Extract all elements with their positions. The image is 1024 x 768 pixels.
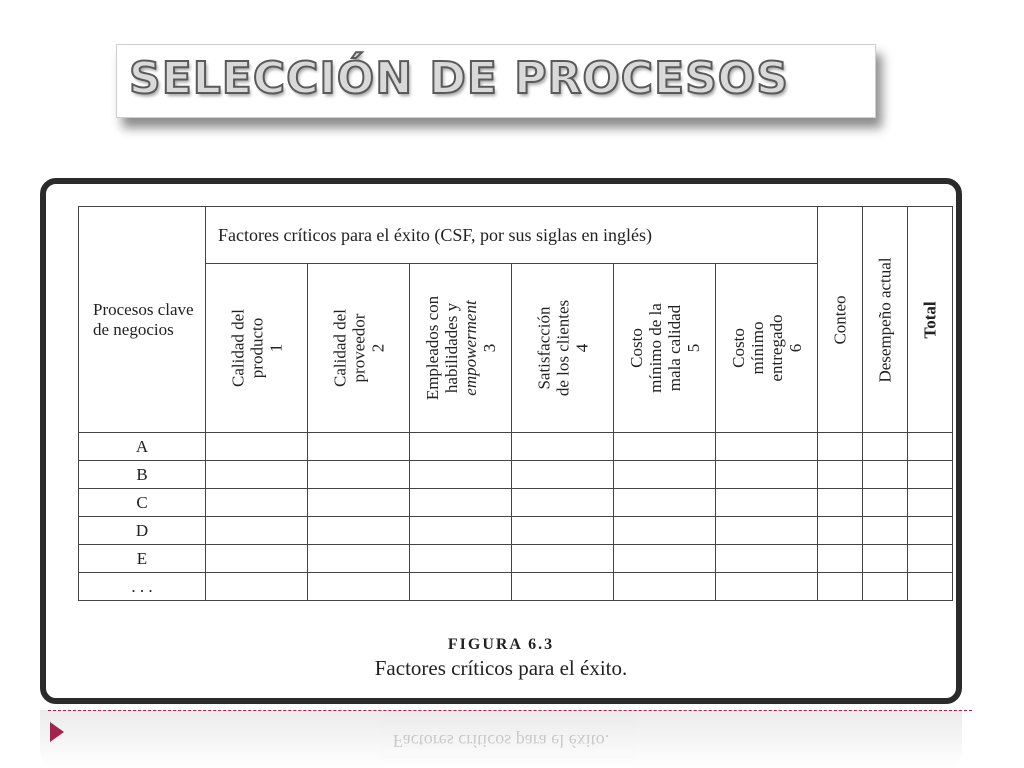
table-cell <box>512 517 614 545</box>
factor-3-number: 3 <box>479 343 499 353</box>
table-cell <box>818 433 863 461</box>
table-cell <box>410 573 512 601</box>
factor-header-6 <box>716 264 818 433</box>
factor-2-line-2: proveedor <box>349 313 368 383</box>
row-label: E <box>79 545 206 573</box>
table-cell <box>308 573 410 601</box>
factor-5-line-1: Costo <box>626 328 646 368</box>
table-cell <box>512 433 614 461</box>
factor-2-line-1: Calidad del <box>330 309 349 387</box>
figure-table-wrap <box>78 206 953 601</box>
csf-header: Factores críticos para el éxito (CSF, por sus siglas en inglés) <box>206 207 818 264</box>
divider-line <box>48 710 972 711</box>
table-cell <box>410 489 512 517</box>
table-cell <box>308 489 410 517</box>
table-cell <box>818 517 863 545</box>
table-cell <box>908 573 953 601</box>
row-label: D <box>79 517 206 545</box>
table-cell <box>512 489 614 517</box>
table-cell <box>908 517 953 545</box>
factor-2-number: 2 <box>368 343 387 353</box>
row-label: . . . <box>79 573 206 601</box>
table-cell <box>614 517 716 545</box>
factor-4-number: 4 <box>572 343 591 353</box>
factor-4-line-2: de los clientes <box>553 299 572 397</box>
factor-6-line-2: mínimo <box>747 321 767 375</box>
col-header-total: Total <box>908 207 953 433</box>
factor-header-2 <box>308 264 410 433</box>
reflection-text: Factores críticos para el éxito. <box>392 731 610 751</box>
table-cell <box>206 433 308 461</box>
table-cell <box>206 573 308 601</box>
table-cell <box>308 433 410 461</box>
factor-header-5 <box>614 264 716 433</box>
table-cell <box>863 545 908 573</box>
figure-caption <box>46 636 956 681</box>
frame-reflection <box>40 710 962 768</box>
table-cell <box>908 545 953 573</box>
table-cell <box>716 461 818 489</box>
table-row <box>79 433 953 461</box>
factor-1-line-2: producto <box>247 317 266 379</box>
table-cell <box>716 573 818 601</box>
table-cell <box>716 489 818 517</box>
table-cell <box>512 573 614 601</box>
table-row <box>79 517 953 545</box>
factor-6-number: 6 <box>785 343 805 353</box>
table-cell <box>818 461 863 489</box>
table-cell <box>410 517 512 545</box>
row-label: C <box>79 489 206 517</box>
factor-1-number: 1 <box>266 343 285 353</box>
factor-3-line-2: habilidades y <box>441 302 461 394</box>
factor-header-4 <box>512 264 614 433</box>
table-cell <box>863 433 908 461</box>
table-cell <box>410 433 512 461</box>
factor-3-line-3: empowerment <box>460 300 480 396</box>
table-cell <box>908 489 953 517</box>
table-cell <box>818 573 863 601</box>
row-label: B <box>79 461 206 489</box>
table-row <box>79 573 953 601</box>
table-cell <box>716 545 818 573</box>
table-cell <box>512 461 614 489</box>
factor-3-line-1: Empleados con <box>422 295 442 401</box>
table-cell <box>818 545 863 573</box>
row-header: Procesos clave de negocios <box>79 207 206 433</box>
table-cell <box>908 433 953 461</box>
table-cell <box>614 433 716 461</box>
table-cell <box>206 489 308 517</box>
figure-title: Factores críticos para el éxito. <box>374 656 628 680</box>
csf-table <box>78 206 953 601</box>
factor-5-line-3: mala calidad <box>664 304 684 392</box>
table-cell <box>863 573 908 601</box>
table-cell <box>308 545 410 573</box>
table-row <box>79 489 953 517</box>
table-cell <box>614 573 716 601</box>
table-cell <box>308 517 410 545</box>
table-cell <box>614 489 716 517</box>
factor-6-line-3: entregado <box>766 314 786 382</box>
table-cell <box>308 461 410 489</box>
factor-header-3 <box>410 264 512 433</box>
title-banner <box>116 44 876 118</box>
table-row <box>79 461 953 489</box>
table-cell <box>206 517 308 545</box>
factor-4-line-1: Satisfacción <box>534 306 553 390</box>
table-row <box>79 545 953 573</box>
row-label: A <box>79 433 206 461</box>
table-cell <box>614 545 716 573</box>
figure-number: FIGURA 6.3 <box>447 636 555 653</box>
table-cell <box>716 433 818 461</box>
slide-title: SELECCIÓN DE PROCESOS <box>129 53 789 104</box>
table-cell <box>206 545 308 573</box>
table-cell <box>614 461 716 489</box>
col-header-conteo: Conteo <box>818 207 863 433</box>
table-cell <box>863 517 908 545</box>
col-header-desempeno: Desempeño actual <box>863 207 908 433</box>
table-cell <box>512 545 614 573</box>
factor-header-1 <box>206 264 308 433</box>
figure-frame <box>40 178 962 704</box>
table-cell <box>716 517 818 545</box>
table-cell <box>410 545 512 573</box>
factor-6-line-1: Costo <box>728 328 748 368</box>
play-arrow-icon[interactable] <box>50 722 64 742</box>
factor-5-line-2: mínimo de la <box>645 303 665 393</box>
table-cell <box>863 461 908 489</box>
factor-5-number: 5 <box>683 343 703 353</box>
table-cell <box>410 461 512 489</box>
table-cell <box>818 489 863 517</box>
table-cell <box>908 461 953 489</box>
table-cell <box>863 489 908 517</box>
factor-1-line-1: Calidad del <box>228 309 247 387</box>
table-body <box>79 433 953 601</box>
table-cell <box>206 461 308 489</box>
